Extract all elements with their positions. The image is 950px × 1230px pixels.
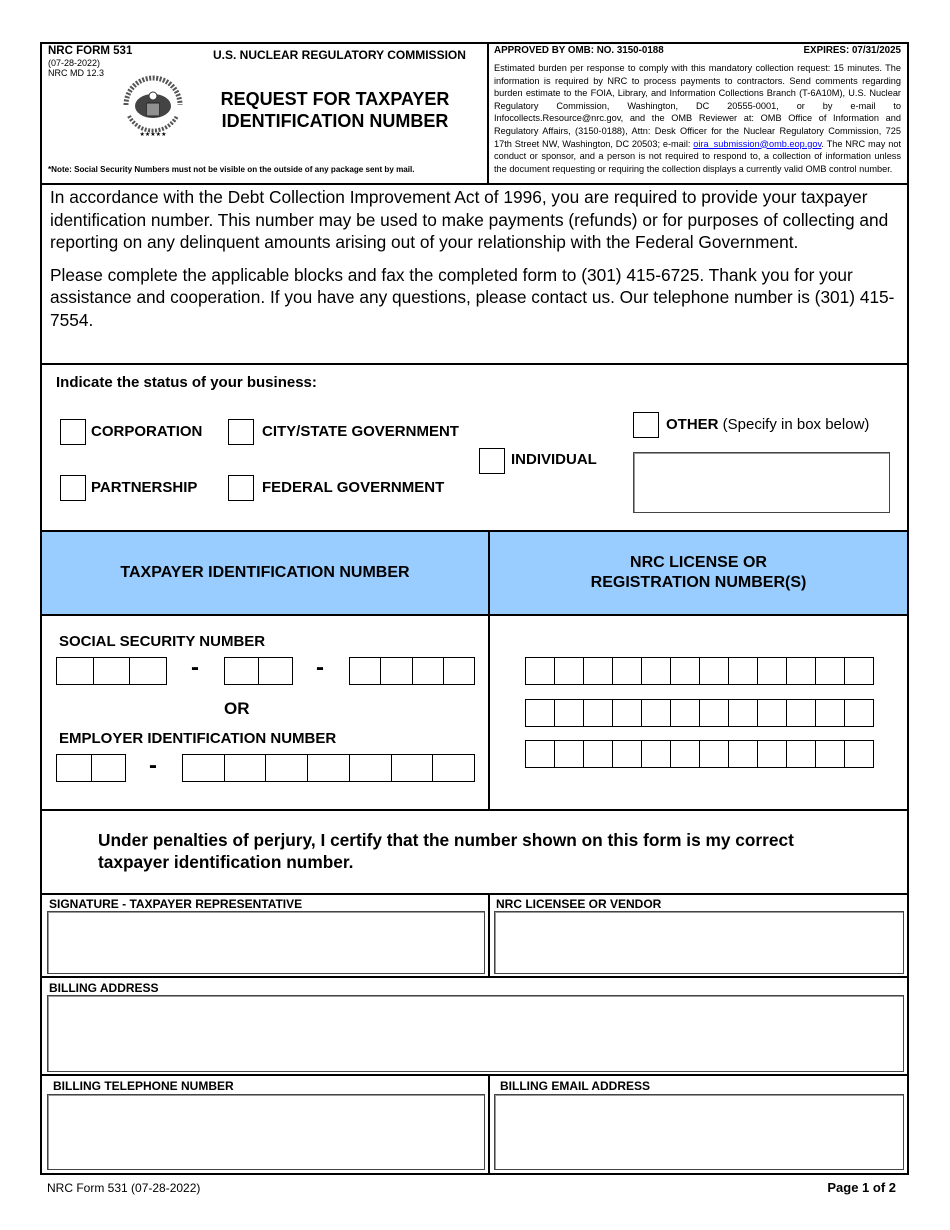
divider bbox=[40, 614, 909, 616]
individual-checkbox[interactable] bbox=[479, 448, 505, 474]
intro-text bbox=[50, 186, 905, 331]
divider bbox=[488, 531, 490, 810]
partnership-label: PARTNERSHIP bbox=[91, 479, 198, 496]
ssn-serial-input[interactable] bbox=[349, 657, 475, 685]
licensee-input[interactable] bbox=[494, 911, 904, 974]
ein-label: EMPLOYER IDENTIFICATION NUMBER bbox=[59, 730, 337, 747]
certification-statement bbox=[98, 829, 794, 873]
ein-number-input[interactable] bbox=[182, 754, 475, 782]
signature-label: SIGNATURE - TAXPAYER REPRESENTATIVE bbox=[49, 897, 303, 911]
other-specify-input[interactable] bbox=[633, 452, 890, 513]
divider bbox=[40, 809, 909, 811]
ssn-group-input[interactable] bbox=[224, 657, 293, 685]
certification-line-1: Under penalties of perjury, I certify that the number shown on this form is my correct bbox=[98, 830, 794, 850]
divider bbox=[488, 894, 490, 977]
agency-name: U.S. NUCLEAR REGULATORY COMMISSION bbox=[213, 48, 466, 62]
intro-paragraph-2: Please complete the applicable blocks and fax the completed form to (301) 415-6725. Thank you for your assistance and cooperation. If you have any questions, please contact us. Our telephone number is (301) 415-7554. bbox=[50, 264, 895, 330]
divider bbox=[40, 976, 909, 978]
footer-form-id: NRC Form 531 (07-28-2022) bbox=[47, 1181, 201, 1195]
ein-dash: - bbox=[149, 752, 157, 779]
omb-expiration: EXPIRES: 07/31/2025 bbox=[803, 45, 901, 56]
billing-address-label: BILLING ADDRESS bbox=[49, 981, 159, 995]
form-date: (07-28-2022) bbox=[48, 58, 101, 68]
corporation-label: CORPORATION bbox=[91, 423, 203, 440]
license-heading-2: REGISTRATION NUMBER(S) bbox=[590, 574, 807, 591]
ssn-dash: - bbox=[191, 654, 199, 681]
billing-email-label: BILLING EMAIL ADDRESS bbox=[500, 1079, 651, 1093]
city-state-government-label: CITY/STATE GOVERNMENT bbox=[262, 423, 459, 440]
nrc-seal-logo bbox=[114, 66, 192, 144]
divider bbox=[488, 1075, 490, 1174]
title-line-2: IDENTIFICATION NUMBER bbox=[221, 111, 449, 131]
federal-government-checkbox[interactable] bbox=[228, 475, 254, 501]
billing-address-input[interactable] bbox=[47, 995, 904, 1072]
form-number: NRC FORM 531 bbox=[48, 45, 133, 57]
management-directive: NRC MD 12.3 bbox=[48, 68, 105, 78]
signature-input[interactable] bbox=[47, 911, 485, 974]
individual-label: INDIVIDUAL bbox=[511, 451, 597, 468]
oira-email-link[interactable]: oira_submission@omb.eop.gov bbox=[693, 138, 822, 149]
partnership-checkbox[interactable] bbox=[60, 475, 86, 501]
other-label bbox=[666, 416, 869, 433]
other-hint: (Specify in box below) bbox=[718, 416, 870, 433]
divider bbox=[40, 1074, 909, 1076]
divider bbox=[40, 363, 909, 365]
divider bbox=[487, 42, 489, 184]
billing-email-input[interactable] bbox=[494, 1094, 904, 1170]
burden-text: Estimated burden per response to comply with this mandatory collection request: 15 minutes. The information is required by NRC to process payments to contractors. Send comments regarding burden estimate to the FOIA, Library, and Information Collections Branch (T-6A10M), U.S. Nuclear Regulatory Commission, Washington, DC 20555-0001, or by e-mail to Infocollects.Resource@nrc.gov, and the OMB Reviewer at: OMB Office of Information and Regulatory Affairs, (3150-0188), Attn: Desk Officer for the Nuclear Regulatory Commission, 725 17th Street NW, Washington, DC 20503; e-mail: bbox=[494, 63, 901, 149]
omb-approval: APPROVED BY OMB: NO. 3150-0188 bbox=[494, 45, 664, 56]
ssn-area-input[interactable] bbox=[56, 657, 167, 685]
ssn-note: *Note: Social Security Numbers must not be visible on the outside of any package sent by mail. bbox=[48, 165, 415, 174]
ein-prefix-input[interactable] bbox=[56, 754, 126, 782]
license-number-input-3[interactable] bbox=[525, 740, 874, 768]
license-section-header bbox=[490, 532, 907, 614]
other-label-text: OTHER bbox=[666, 416, 719, 433]
divider bbox=[40, 183, 909, 185]
or-label: OR bbox=[224, 699, 250, 718]
corporation-checkbox[interactable] bbox=[60, 419, 86, 445]
license-heading-1: NRC LICENSE OR bbox=[630, 554, 767, 571]
svg-text:★★★★★: ★★★★★ bbox=[139, 132, 167, 138]
tin-heading: TAXPAYER IDENTIFICATION NUMBER bbox=[120, 564, 410, 581]
intro-paragraph-1: In accordance with the Debt Collection Improvement Act of 1996, you are required to provide your taxpayer identification number. This number may be used to make payments (refunds) or for purposes of collecting and reporting on any delinquent amounts arising out of your relationship with the Federal Government. bbox=[50, 187, 889, 252]
status-heading: Indicate the status of your business: bbox=[56, 374, 317, 391]
licensee-label: NRC LICENSEE OR VENDOR bbox=[496, 897, 662, 911]
ssn-dash: - bbox=[316, 654, 324, 681]
city-state-government-checkbox[interactable] bbox=[228, 419, 254, 445]
page-number: Page 1 of 2 bbox=[827, 1180, 896, 1195]
certification-line-2: taxpayer identification number. bbox=[98, 852, 354, 872]
billing-phone-label: BILLING TELEPHONE NUMBER bbox=[53, 1079, 234, 1093]
omb-burden-statement bbox=[494, 62, 901, 175]
other-checkbox[interactable] bbox=[633, 412, 659, 438]
divider bbox=[40, 893, 909, 895]
ssn-label: SOCIAL SECURITY NUMBER bbox=[59, 633, 266, 650]
burden-text-end: . The NRC may not conduct or sponsor, and a person is not required to respond to, a collection of information unless the document requesting or requiring the collection displays a currently valid OMB control number. bbox=[494, 138, 901, 174]
license-number-input-2[interactable] bbox=[525, 699, 874, 727]
federal-government-label: FEDERAL GOVERNMENT bbox=[262, 479, 445, 496]
license-number-input-1[interactable] bbox=[525, 657, 874, 685]
title-line-1: REQUEST FOR TAXPAYER bbox=[220, 89, 450, 109]
tin-section-header bbox=[42, 532, 488, 614]
form-title bbox=[195, 88, 475, 132]
billing-phone-input[interactable] bbox=[47, 1094, 485, 1170]
